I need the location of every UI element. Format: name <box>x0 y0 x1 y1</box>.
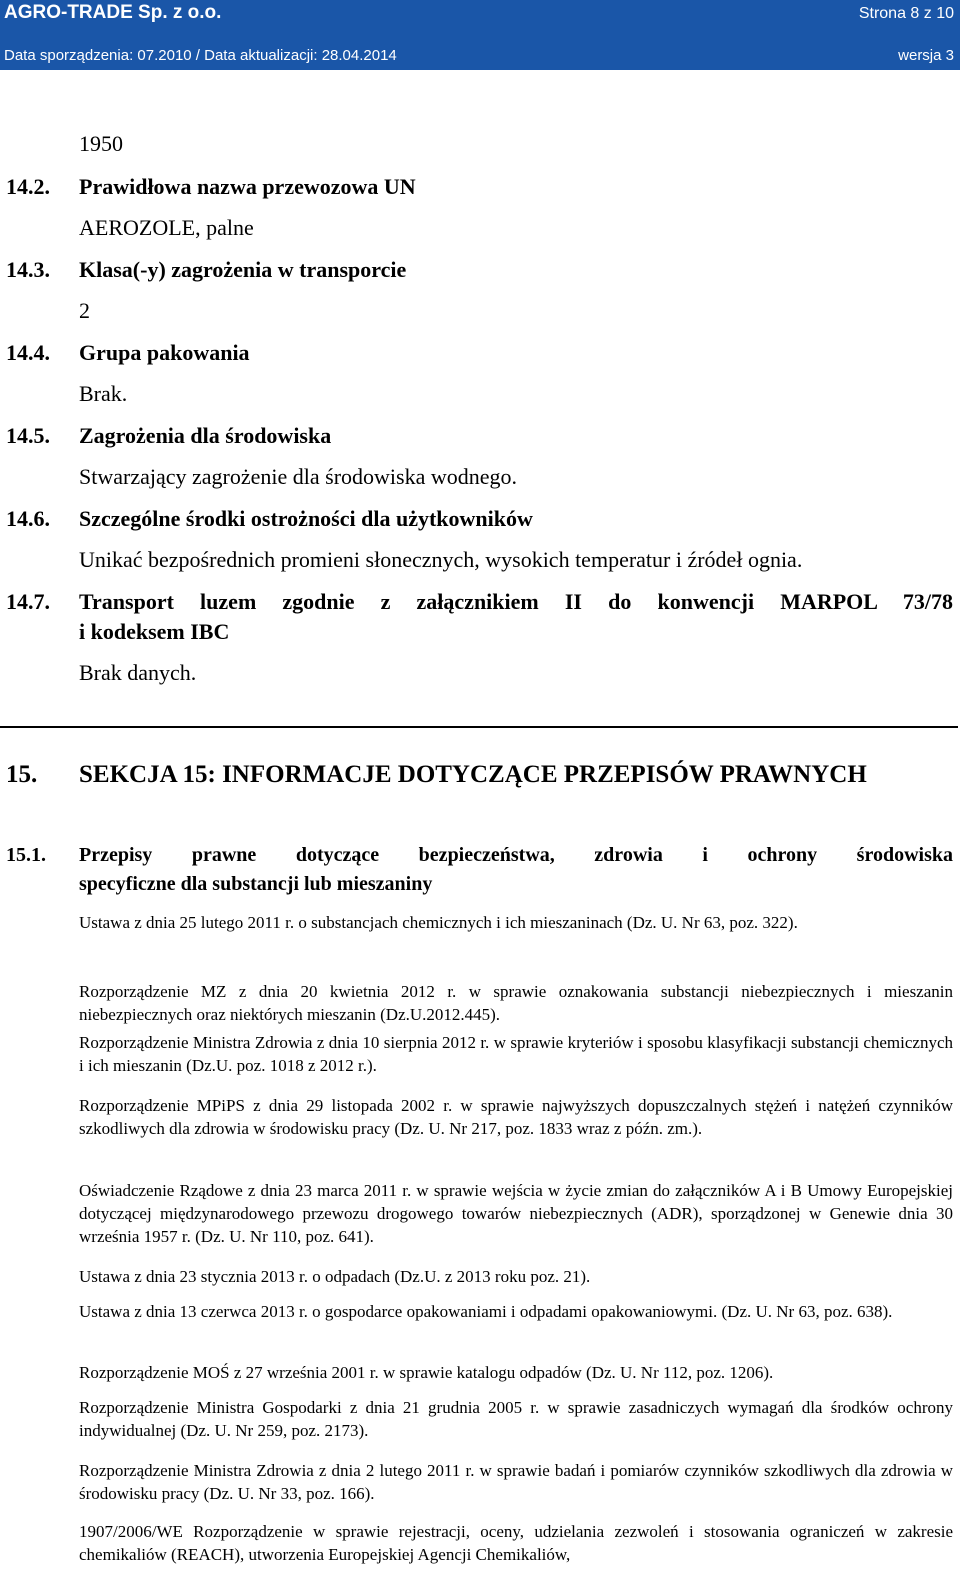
regulation-item: Rozporządzenie Ministra Zdrowia z dnia 2 lutego 2011 r. w sprawie badań i pomiarów czynników szkodliwych dla zdrowia w środowisku pracy (Dz. U. Nr 33, poz. 166). <box>79 1461 953 1503</box>
subsection-value: AEROZOLE, palne <box>79 215 254 240</box>
regulation-item: 1907/2006/WE Rozporządzenie w sprawie rejestracji, oceny, udzielania zezwoleń i stosowania ograniczeń w zakresie chemikaliów (REACH), utworzenia Europejskiej Agencji Chemikaliów, <box>79 1522 953 1564</box>
subsection-number: 14.6. <box>6 506 50 531</box>
subsection-number: 15.1. <box>6 844 46 866</box>
subsection-number: 14.4. <box>6 340 50 365</box>
regulation-item: Oświadczenie Rządowe z dnia 23 marca 2011 r. w sprawie wejścia w życie zmian do załączników A i B Umowy Europejskiej dotyczącej międzynarodowego przewozu drogowego towarów niebezpiecznych (ADR), sporządzonej w Genewie dnia 30 września 1957 r. (Dz. U. Nr 110, poz. 641). <box>79 1181 953 1246</box>
document-dates: Data sporządzenia: 07.2010 / Data aktualizacji: 28.04.2014 <box>4 47 397 64</box>
subsection-title-continuation: i kodeksem IBC <box>79 619 230 644</box>
subsection-number: 14.3. <box>6 257 50 282</box>
page-number: Strona 8 z 10 <box>858 5 954 22</box>
regulation-item: Rozporządzenie Ministra Zdrowia z dnia 10 sierpnia 2012 r. w sprawie kryteriów i sposobu klasyfikacji substancji chemicznych i ich mieszanin (Dz.U. poz. 1018 z 2012 r.). <box>79 1033 953 1075</box>
subsection-title: Prawidłowa nazwa przewozowa UN <box>79 174 416 199</box>
subsection-value: Brak. <box>79 381 128 406</box>
subsection-title: Zagrożenia dla środowiska <box>79 423 332 448</box>
regulation-item: Ustawa z dnia 13 czerwca 2013 r. o gospodarce opakowaniami i odpadami opakowaniowymi. (Dz. U. Nr 63, poz. 638). <box>79 1302 893 1321</box>
subsection-title-continuation: specyficzne dla substancji lub mieszaniny <box>79 873 433 895</box>
section-number: 15. <box>6 761 38 788</box>
subsection-title: Szczególne środki ostrożności dla użytkowników <box>79 506 533 531</box>
regulation-item: Rozporządzenie MOŚ z 27 września 2001 r. w sprawie katalogu odpadów (Dz. U. Nr 112, poz. 1206). <box>79 1363 774 1382</box>
regulation-item: Ustawa z dnia 25 lutego 2011 r. o substancjach chemicznych i ich mieszaninach (Dz. U. Nr 63, poz. 322). <box>79 913 798 932</box>
regulation-item: Rozporządzenie MZ z dnia 20 kwietnia 2012 r. w sprawie oznakowania substancji niebezpiecznych i mieszanin niebezpiecznych oraz niektórych mieszanin (Dz.U.2012.445). <box>79 982 953 1024</box>
regulation-item: Ustawa z dnia 23 stycznia 2013 r. o odpadach (Dz.U. z 2013 roku poz. 21). <box>79 1267 591 1286</box>
subsection-value: Unikać bezpośrednich promieni słonecznych, wysokich temperatur i źródeł ognia. <box>79 547 803 572</box>
regulation-item: Rozporządzenie MPiPS z dnia 29 listopada 2002 r. w sprawie najwyższych dopuszczalnych stężeń i natężeń czynników szkodliwych dla zdrowia w środowisku pracy (Dz. U. Nr 217, poz. 1833 wraz z późn. zm.). <box>79 1096 953 1138</box>
company-name: AGRO-TRADE Sp. z o.o. <box>4 2 222 23</box>
section-title: SEKCJA 15: INFORMACJE DOTYCZĄCE PRZEPISÓW PRAWNYCH <box>79 761 867 788</box>
subsection-number: 14.5. <box>6 423 50 448</box>
subsection-value: 2 <box>79 298 90 323</box>
un-number-value: 1950 <box>79 131 123 156</box>
subsection-title: Klasa(-y) zagrożenia w transporcie <box>79 257 407 282</box>
regulation-item: Rozporządzenie Ministra Gospodarki z dnia 21 grudnia 2005 r. w sprawie zasadniczych wymagań dla środków ochrony indywidualnej (Dz. U. Nr 259, poz. 2173). <box>79 1398 953 1440</box>
subsection-number: 14.2. <box>6 174 50 199</box>
subsection-title: Przepisy prawne dotyczące bezpieczeństwa, zdrowia i ochrony środowiska <box>79 844 953 866</box>
subsection-value: Brak danych. <box>79 660 197 685</box>
document-version: wersja 3 <box>898 47 954 64</box>
subsection-value: Stwarzający zagrożenie dla środowiska wodnego. <box>79 464 518 489</box>
document-header <box>0 0 960 70</box>
subsection-number: 14.7. <box>6 589 50 614</box>
section-divider <box>0 726 958 728</box>
subsection-title: Transport luzem zgodnie z załącznikiem II do konwencji MARPOL 73/78 <box>79 589 953 614</box>
subsection-title: Grupa pakowania <box>79 340 250 365</box>
